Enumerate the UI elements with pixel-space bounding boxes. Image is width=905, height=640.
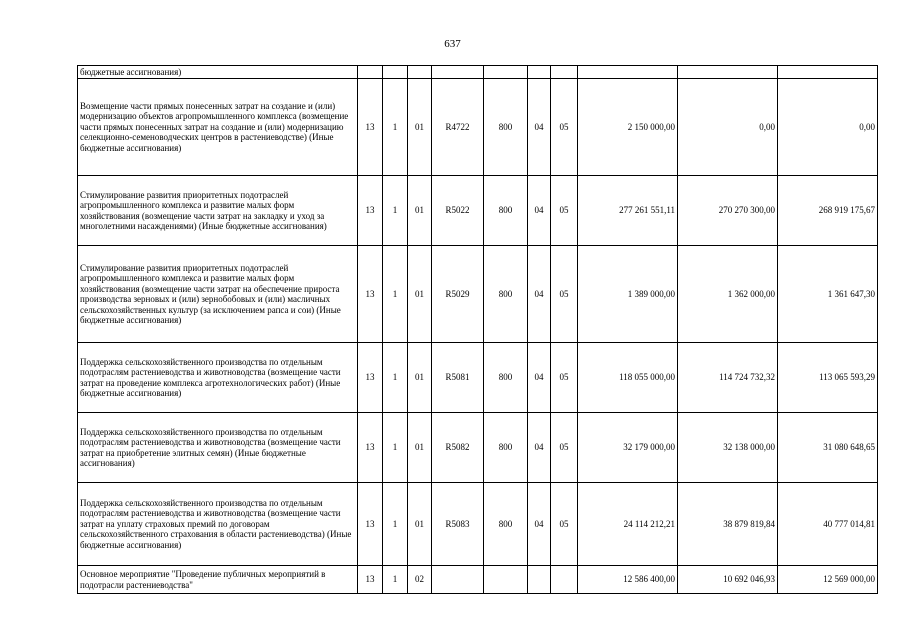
page-number: 637 — [444, 38, 461, 50]
cell-amount-3: 12 569 000,00 — [778, 566, 878, 594]
cell-subprogram: 1 — [383, 566, 408, 594]
table-row — [78, 483, 878, 566]
row-description: бюджетные ассигнования) — [78, 66, 358, 79]
cell-subsection — [551, 66, 578, 79]
cell-subsection: 05 — [551, 176, 578, 246]
cell-amount-2: 32 138 000,00 — [678, 413, 778, 483]
cell-direction: R5081 — [432, 343, 484, 413]
cell-amount-2: 114 724 732,32 — [678, 343, 778, 413]
cell-amount-2 — [678, 66, 778, 79]
cell-amount-1: 118 055 000,00 — [578, 343, 678, 413]
row-description: Основное мероприятие "Проведение публичных мероприятий в подотрасли растениеводства" — [78, 566, 358, 594]
cell-amount-1: 24 114 212,21 — [578, 483, 678, 566]
cell-section: 04 — [528, 413, 551, 483]
table-row — [78, 79, 878, 176]
table-row — [78, 343, 878, 413]
cell-subsection: 05 — [551, 343, 578, 413]
cell-event: 01 — [408, 343, 432, 413]
cell-amount-3: 31 080 648,65 — [778, 413, 878, 483]
cell-amount-2: 270 270 300,00 — [678, 176, 778, 246]
cell-direction: R5083 — [432, 483, 484, 566]
row-description: Стимулирование развития приоритетных подотраслей агропромышленного комплекса и развитие малых форм хозяйствования (возмещение части затрат на закладку и уход за многолетними насаждениями) (Иные бюджетные ассигнования) — [78, 176, 358, 246]
table-row — [78, 246, 878, 343]
cell-subprogram — [383, 66, 408, 79]
cell-amount-2: 1 362 000,00 — [678, 246, 778, 343]
cell-amount-3: 268 919 175,67 — [778, 176, 878, 246]
cell-program: 13 — [358, 343, 383, 413]
cell-subsection: 05 — [551, 246, 578, 343]
cell-section — [528, 566, 551, 594]
cell-subsection: 05 — [551, 483, 578, 566]
budget-table — [77, 65, 878, 594]
cell-program: 13 — [358, 413, 383, 483]
table-row — [78, 566, 878, 594]
cell-amount-1: 1 389 000,00 — [578, 246, 678, 343]
cell-expense-type — [484, 66, 528, 79]
cell-subprogram: 1 — [383, 79, 408, 176]
cell-section — [528, 66, 551, 79]
cell-expense-type: 800 — [484, 176, 528, 246]
cell-event — [408, 66, 432, 79]
row-description: Возмещение части прямых понесенных затрат на создание и (или) модернизацию объектов агропромышленного комплекса (возмещение части прямых понесенных затрат на создание и (или) модернизацию селекционно-семеноводческих центров в растениеводстве) (Иные бюджетные ассигнования) — [78, 79, 358, 176]
cell-amount-1: 2 150 000,00 — [578, 79, 678, 176]
cell-event: 01 — [408, 246, 432, 343]
cell-event: 01 — [408, 176, 432, 246]
cell-direction: R4722 — [432, 79, 484, 176]
cell-amount-1: 32 179 000,00 — [578, 413, 678, 483]
cell-direction: R5022 — [432, 176, 484, 246]
cell-amount-2: 0,00 — [678, 79, 778, 176]
cell-program: 13 — [358, 79, 383, 176]
cell-section: 04 — [528, 79, 551, 176]
cell-event: 02 — [408, 566, 432, 594]
cell-subprogram: 1 — [383, 246, 408, 343]
cell-section: 04 — [528, 483, 551, 566]
cell-amount-1 — [578, 66, 678, 79]
cell-amount-3: 0,00 — [778, 79, 878, 176]
cell-expense-type: 800 — [484, 79, 528, 176]
cell-expense-type — [484, 566, 528, 594]
cell-section: 04 — [528, 176, 551, 246]
cell-amount-3: 113 065 593,29 — [778, 343, 878, 413]
cell-amount-3 — [778, 66, 878, 79]
cell-subsection: 05 — [551, 79, 578, 176]
cell-expense-type: 800 — [484, 246, 528, 343]
cell-program — [358, 66, 383, 79]
cell-subprogram: 1 — [383, 483, 408, 566]
table-row — [78, 66, 878, 79]
cell-subprogram: 1 — [383, 413, 408, 483]
cell-section: 04 — [528, 343, 551, 413]
cell-amount-2: 38 879 819,84 — [678, 483, 778, 566]
cell-event: 01 — [408, 413, 432, 483]
table-row — [78, 176, 878, 246]
cell-expense-type: 800 — [484, 413, 528, 483]
cell-program: 13 — [358, 566, 383, 594]
table-row — [78, 413, 878, 483]
cell-amount-2: 10 692 046,93 — [678, 566, 778, 594]
cell-subsection — [551, 566, 578, 594]
cell-direction: R5082 — [432, 413, 484, 483]
cell-program: 13 — [358, 483, 383, 566]
cell-subprogram: 1 — [383, 343, 408, 413]
cell-program: 13 — [358, 246, 383, 343]
cell-amount-3: 40 777 014,81 — [778, 483, 878, 566]
cell-direction — [432, 566, 484, 594]
row-description: Стимулирование развития приоритетных подотраслей агропромышленного комплекса и развитие малых форм хозяйствования (возмещение части затрат на обеспечение прироста производства зерновых и (или) зернобобовых и (или) масличных сельскохозяйственных культур (за исключением рапса и сои) (Иные бюджетные ассигнования) — [78, 246, 358, 343]
row-description: Поддержка сельскохозяйственного производства по отдельным подотраслям растениеводства и животноводства (возмещение части затрат на проведение комплекса агротехнологических работ) (Иные бюджетные ассигнования) — [78, 343, 358, 413]
cell-direction — [432, 66, 484, 79]
cell-event: 01 — [408, 483, 432, 566]
row-description: Поддержка сельскохозяйственного производства по отдельным подотраслям растениеводства и животноводства (возмещение части затрат на уплату страховых премий по договорам сельскохозяйственного страхования в области растениеводства) (Иные бюджетные ассигнования) — [78, 483, 358, 566]
cell-amount-1: 12 586 400,00 — [578, 566, 678, 594]
cell-expense-type: 800 — [484, 343, 528, 413]
cell-subprogram: 1 — [383, 176, 408, 246]
cell-direction: R5029 — [432, 246, 484, 343]
cell-event: 01 — [408, 79, 432, 176]
cell-program: 13 — [358, 176, 383, 246]
cell-section: 04 — [528, 246, 551, 343]
cell-subsection: 05 — [551, 413, 578, 483]
row-description: Поддержка сельскохозяйственного производства по отдельным подотраслям растениеводства и животноводства (возмещение части затрат на приобретение элитных семян) (Иные бюджетные ассигнования) — [78, 413, 358, 483]
cell-amount-3: 1 361 647,30 — [778, 246, 878, 343]
cell-expense-type: 800 — [484, 483, 528, 566]
cell-amount-1: 277 261 551,11 — [578, 176, 678, 246]
